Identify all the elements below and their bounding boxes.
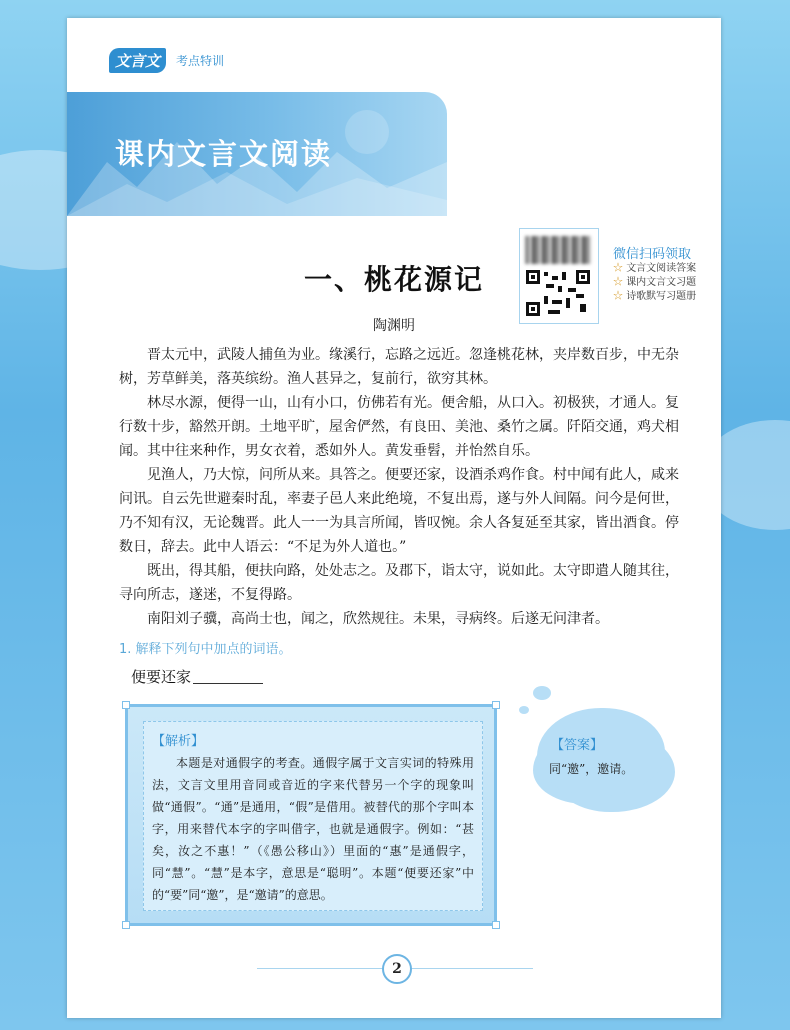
promo-item: ☆ 课内文言文习题: [613, 276, 696, 290]
exercise-question: 1. 解释下列句中加点的词语。: [119, 642, 292, 657]
cloud-bubble: [533, 686, 551, 700]
analysis-label: 【解析】: [152, 734, 205, 749]
answer-text: 同“邀”，邀请。: [549, 762, 634, 776]
series-logo: 文言文: [109, 48, 166, 73]
answer-label: 【答案】: [551, 738, 604, 753]
box-corner: [492, 921, 500, 929]
cloud-bubble: [519, 706, 529, 714]
article-title: 一、桃花源记: [303, 263, 484, 296]
article-body: [119, 343, 679, 631]
section-banner: [67, 92, 447, 216]
box-corner: [122, 701, 130, 709]
promo-item: ☆ 诗歌默写习题册: [613, 290, 696, 304]
article-paragraph: 林尽水源，便得一山，山有小口，仿佛若有光。便舍船，从口入。初极狭，才通人。复行数十步，豁然开朗。土地平旷，屋舍俨然，有良田、美池、桑竹之属。阡陌交通，鸡犬相闻。其中往来种作，男女衣着，悉如外人。黄发垂髫，并怡然自乐。: [119, 395, 679, 459]
box-corner: [122, 921, 130, 929]
exercise-phrase: 便要还家: [131, 668, 192, 686]
analysis-inner: [143, 721, 483, 911]
promo-item: ☆ 文言文阅读答案: [613, 262, 696, 276]
article-paragraph: 南阳刘子骥，高尚士也，闻之，欣然规往。未果，寻病终。后遂无问津者。: [147, 611, 609, 627]
article-paragraph: 既出，得其船，便扶向路，处处志之。及郡下，诣太守，说如此。太守即遣人随其往，寻向所志，遂迷，不复得路。: [119, 563, 679, 603]
analysis-text: [152, 752, 474, 906]
exercise-item: [131, 666, 263, 687]
answer-blank: [193, 669, 263, 684]
article-paragraph: 见渔人，乃大惊，问所从来。具答之。便要还家，设酒杀鸡作食。村中闻有此人，咸来问讯。自云先世避秦时乱，率妻子邑人来此绝境，不复出焉，遂与外人间隔。问今是何世，乃不知有汉，无论魏晋。此人一一为具言所闻，皆叹惋。余人各复延至其家，皆出酒食。停数日，辞去。此中人语云：“不足为外人道也。”: [119, 467, 679, 555]
promo-title: 微信扫码领取: [613, 247, 692, 262]
series-name: 考点特训: [176, 54, 225, 68]
analysis-box: [125, 704, 497, 926]
series-header: [109, 48, 224, 73]
box-corner: [492, 701, 500, 709]
page-number: 2: [382, 954, 412, 984]
article-paragraph: 晋太元中，武陵人捕鱼为业。缘溪行，忘路之远近。忽逢桃花林，夹岸数百步，中无杂树，芳草鲜美，落英缤纷。渔人甚异之，复前行，欲穷其林。: [119, 347, 679, 387]
article-author: 陶渊明: [373, 318, 415, 334]
banner-title: 课内文言文阅读: [115, 137, 333, 171]
analysis-paragraph: 本题是对通假字的考查。通假字属于文言实词的特殊用法，文言文里用音同或音近的字来代替另一个字的现象叫做“通假”。“通”是通用，“假”是借用。被替代的那个字叫本字，用来替代本字的字叫借字，也就是通假字。例如：“甚矣，汝之不惠！”（《愚公移山》）里面的“惠”是通假字，同“慧”。“慧”是本字，意思是“聪明”。本题“便要还家”中的“要”同“邀”，是“邀请”的意思。: [152, 756, 474, 902]
document-page: [67, 18, 721, 1018]
